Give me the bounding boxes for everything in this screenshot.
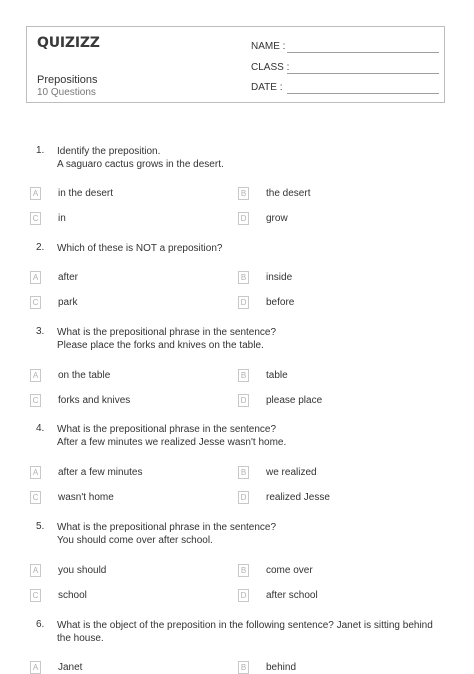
option-letter-box: C [30, 296, 41, 309]
question-line: What is the prepositional phrase in the sentence? [57, 424, 277, 435]
option-label: realized Jesse [266, 492, 330, 503]
quizizz-logo: QUIZIZZ [37, 35, 100, 51]
option-letter-box: D [238, 394, 249, 407]
question-number: 4. [36, 423, 45, 434]
option-letter-box: A [30, 661, 41, 674]
option-letter-box: C [30, 212, 41, 225]
option-label: after school [266, 590, 318, 601]
option-letter-box: A [30, 369, 41, 382]
option-letter-box: B [238, 564, 249, 577]
option-letter-box: B [238, 369, 249, 382]
option-label: after [58, 272, 79, 283]
date-label: DATE : [251, 82, 283, 93]
question-number: 2. [36, 242, 45, 253]
question-number: 6. [36, 619, 45, 630]
option-label: you should [58, 565, 107, 576]
option-label: behind [266, 662, 297, 673]
question-text [57, 619, 447, 645]
question-line: What is the object of the preposition in the following sentence? Janet is sitting behind [57, 620, 433, 631]
name-label: NAME : [251, 41, 286, 52]
option-label: please place [266, 395, 323, 406]
option-letter-box: A [30, 271, 41, 284]
worksheet-header [26, 26, 445, 103]
option-label: inside [266, 272, 293, 283]
option-letter-box: A [30, 466, 41, 479]
option-label: on the table [58, 370, 111, 381]
option-letter-box: D [238, 589, 249, 602]
date-line [287, 93, 439, 94]
option-label: come over [266, 565, 313, 576]
class-line [287, 73, 439, 74]
option-label: we realized [266, 467, 317, 478]
option-letter-box: C [30, 394, 41, 407]
worksheet-title: Prepositions [37, 74, 98, 86]
question-line: What is the prepositional phrase in the sentence? [57, 522, 277, 533]
question-line: What is the prepositional phrase in the sentence? [57, 327, 277, 338]
question-line: Identify the preposition. [57, 146, 161, 157]
option-label: after a few minutes [58, 467, 143, 478]
option-letter-box: D [238, 296, 249, 309]
question-text [57, 242, 447, 255]
option-letter-box: D [238, 212, 249, 225]
option-letter-box: C [30, 491, 41, 504]
option-label: in [58, 213, 66, 224]
question-line: A saguaro cactus grows in the desert. [57, 159, 224, 170]
option-letter-box: C [30, 589, 41, 602]
option-label: table [266, 370, 288, 381]
option-letter-box: B [238, 661, 249, 674]
class-field[interactable] [251, 62, 289, 73]
question-number: 5. [36, 521, 45, 532]
option-letter-box: B [238, 271, 249, 284]
question-line: You should come over after school. [57, 535, 213, 546]
option-label: grow [266, 213, 288, 224]
option-letter-box: A [30, 564, 41, 577]
option-label: wasn't home [58, 492, 114, 503]
option-letter-box: B [238, 187, 249, 200]
option-label: school [58, 590, 87, 601]
option-letter-box: D [238, 491, 249, 504]
question-text [57, 145, 447, 171]
question-number: 1. [36, 145, 45, 156]
question-number: 3. [36, 326, 45, 337]
option-letter-box: B [238, 466, 249, 479]
option-label: before [266, 297, 295, 308]
class-label: CLASS : [251, 62, 290, 73]
question-line: the house. [57, 633, 104, 644]
name-line [287, 52, 439, 53]
option-label: in the desert [58, 188, 114, 199]
date-field[interactable] [251, 82, 282, 93]
question-text [57, 521, 447, 547]
option-letter-box: A [30, 187, 41, 200]
question-text [57, 423, 447, 449]
question-text [57, 326, 447, 352]
option-label: park [58, 297, 78, 308]
question-line: After a few minutes we realized Jesse wasn't home. [57, 437, 287, 448]
option-label: forks and knives [58, 395, 131, 406]
option-label: Janet [58, 662, 83, 673]
name-field[interactable] [251, 41, 285, 52]
option-label: the desert [266, 188, 311, 199]
worksheet-subtitle: 10 Questions [37, 87, 96, 98]
question-line: Which of these is NOT a preposition? [57, 243, 223, 254]
question-line: Please place the forks and knives on the table. [57, 340, 264, 351]
